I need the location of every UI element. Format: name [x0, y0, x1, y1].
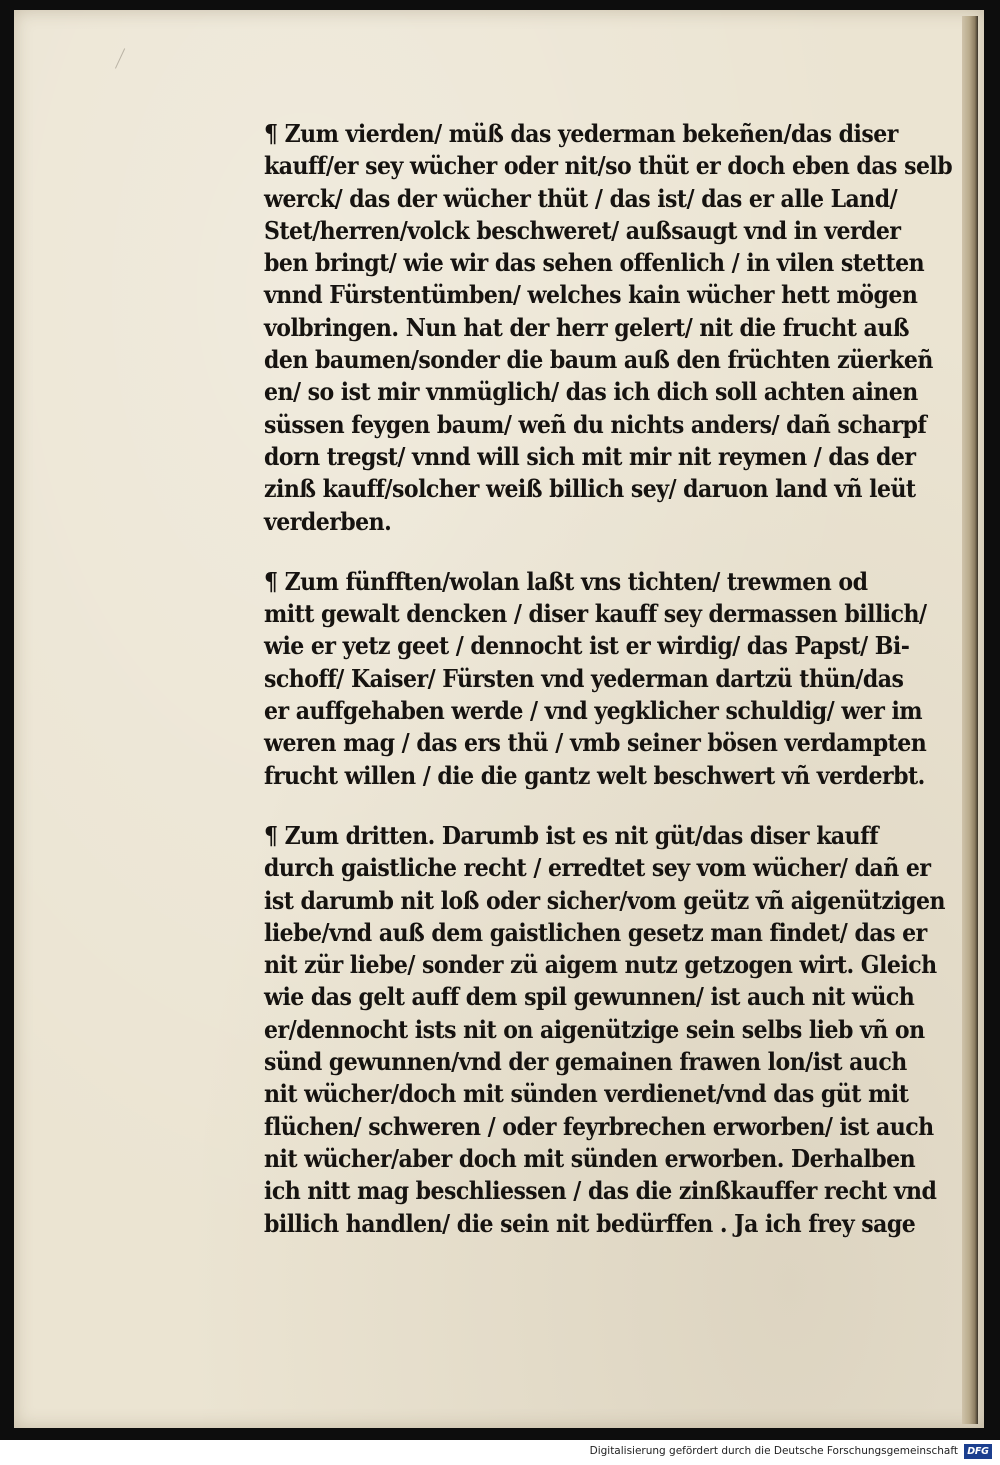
- text-line: werck/ das der wücher thüt / das ist/ das er alle Land/: [264, 183, 898, 213]
- text-line: liebe/vnd auß dem gaistlichen gesetz man findet/ das er: [264, 917, 927, 947]
- text-line: flüchen/ schweren / oder feyrbrechen erworben/ ist auch: [264, 1111, 934, 1141]
- text-line: billich handlen/ die sein nit bedürffen . Ja ich frey sage: [264, 1208, 916, 1238]
- text-line: weren mag / das ers thü / vmb seiner bösen verdampten: [264, 728, 927, 758]
- text-line: er/dennocht ists nit on aigenützige sein selbs lieb vñ on: [264, 1014, 925, 1044]
- text-line: ¶ Zum dritten. Darumb ist es nit güt/das diser kauff: [264, 820, 879, 850]
- text-line: volbringen. Nun hat der herr gelert/ nit die frucht auß: [264, 312, 909, 342]
- book-page: [14, 10, 984, 1428]
- page-edge: [962, 16, 978, 1424]
- text-line: kauff/er sey wücher oder nit/so thüt er doch eben das selb: [264, 151, 953, 181]
- text-line: ¶ Zum vierden/ müß das yederman bekeñen/das diser: [264, 119, 898, 148]
- text-line: wie das gelt auff dem spil gewunnen/ ist auch nit wüch: [264, 982, 915, 1012]
- text-line: en/ so ist mir vnmüglich/ das ich dich soll achten ainen: [264, 377, 918, 407]
- text-line: nit zür liebe/ sonder zü aigem nutz getzogen wirt. Gleich: [264, 950, 937, 980]
- paragraph: [264, 820, 954, 1240]
- text-line: ¶ Zum fünfften/wolan laßt vns tichten/ trewmen od: [264, 566, 868, 596]
- dfg-logo: DFG: [964, 1444, 992, 1459]
- text-line: ich nitt mag beschliessen / das die zinßkauffer recht vnd: [264, 1176, 937, 1206]
- text-line: ben bringt/ wie wir das sehen offenlich / in vilen stetten: [264, 248, 925, 278]
- text-line: nit wücher/aber doch mit sünden erworben. Derhalben: [264, 1143, 916, 1173]
- text-line: ist darumb nit loß oder sicher/vom geütz vñ aigenützigen: [264, 885, 946, 915]
- page-fiber-mark: [115, 48, 136, 73]
- text-line: wie er yetz geet / dennocht ist er wirdig/ das Papst/ Bi-: [264, 631, 910, 661]
- text-line: mitt gewalt dencken / diser kauff sey dermassen billich/: [264, 599, 927, 629]
- footer-bar: [0, 1440, 1000, 1465]
- text-line: süssen feygen baum/ weñ du nichts anders/ dañ scharpf: [264, 409, 927, 439]
- text-line: nit wücher/doch mit sünden verdienet/vnd das güt mit: [264, 1079, 909, 1109]
- text-line: schoff/ Kaiser/ Fürsten vnd yederman dartzü thün/das: [264, 663, 904, 693]
- text-line: durch gaistliche recht / erredtet sey vom wücher/ dañ er: [264, 853, 931, 883]
- text-line: er auffgehaben werde / vnd yegklicher schuldig/ wer im: [264, 696, 923, 726]
- paragraph: [264, 118, 954, 538]
- text-line: frucht willen / die die gantz welt beschwert vñ verderbt.: [264, 760, 925, 790]
- paragraph: [264, 566, 954, 792]
- text-line: sünd gewunnen/vnd der gemainen frawen lon/ist auch: [264, 1047, 907, 1077]
- text-line: dorn tregst/ vnnd will sich mit mir nit reymen / das der: [264, 441, 916, 471]
- text-line: vnnd Fürstentümben/ welches kain wücher hett mögen: [264, 280, 918, 310]
- footer-credit: Digitalisierung gefördert durch die Deutsche Forschungsgemeinschaft: [589, 1445, 958, 1457]
- text-line: den baumen/sonder die baum auß den früchten züerkeñ: [264, 345, 933, 375]
- text-line: verderben.: [264, 506, 392, 536]
- text-line: zinß kauff/solcher weiß billich sey/ daruon land vñ leüt: [264, 474, 916, 504]
- text-block: [264, 118, 954, 1268]
- text-line: Stet/herren/volck beschweret/ außsaugt vnd in verder: [264, 215, 901, 245]
